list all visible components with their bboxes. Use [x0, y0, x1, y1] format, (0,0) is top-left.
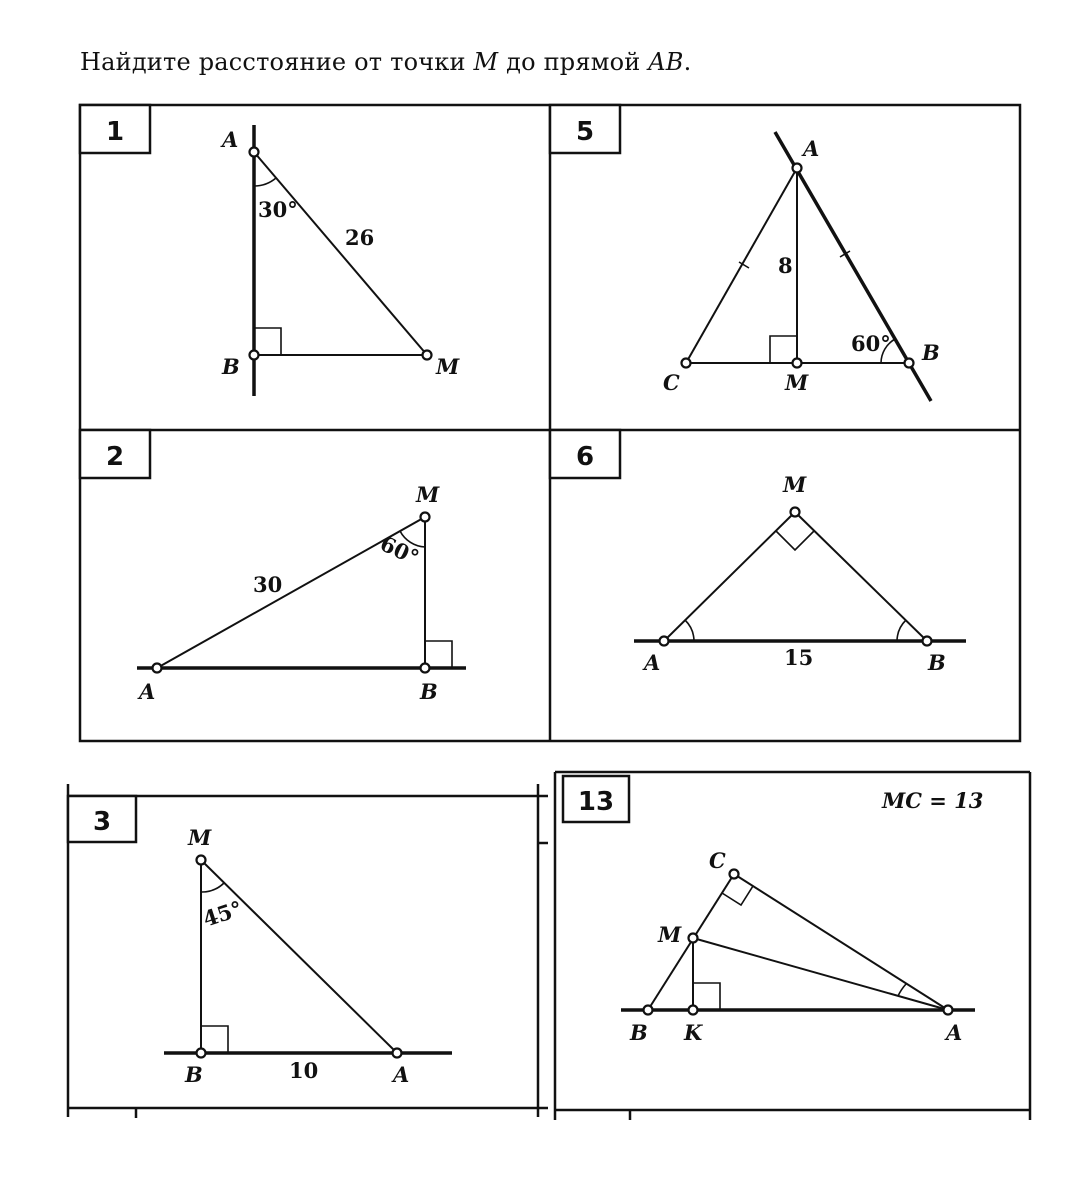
- segment-am: [254, 152, 427, 355]
- frame: [555, 772, 1030, 1120]
- segment-am: [664, 512, 795, 641]
- label-a: A: [803, 136, 820, 161]
- point-b: [421, 664, 430, 673]
- side-label: 26: [345, 225, 375, 250]
- point-m: [423, 351, 432, 360]
- angle-arc: [254, 178, 276, 186]
- label-b: B: [928, 650, 946, 675]
- point-m: [421, 513, 430, 522]
- given-condition: MC = 13: [882, 788, 984, 813]
- problem-3: [68, 784, 548, 1118]
- label-a: A: [222, 127, 239, 152]
- point-a: [393, 1049, 402, 1058]
- angle-label: 60°: [851, 331, 891, 356]
- point-c: [682, 359, 691, 368]
- label-c: C: [709, 848, 726, 873]
- angle-arc: [201, 883, 224, 892]
- problem-5: [550, 105, 940, 401]
- right-angle-mark-k: [693, 983, 720, 1010]
- height-label: 8: [778, 253, 793, 278]
- problem-1: [80, 105, 460, 396]
- segment-mb: [795, 512, 927, 641]
- label-a: A: [946, 1020, 963, 1045]
- label-b: B: [185, 1062, 203, 1087]
- point-a: [153, 664, 162, 673]
- problem-number: 6: [575, 442, 595, 472]
- problem-number: 1: [105, 117, 125, 147]
- point-m: [197, 856, 206, 865]
- label-b: B: [922, 340, 940, 365]
- right-angle-mark: [770, 336, 797, 363]
- angle-arc-a: [898, 984, 906, 996]
- segment-ma: [693, 938, 948, 1010]
- label-k: K: [684, 1020, 703, 1045]
- base-label: 15: [784, 645, 814, 670]
- angle-label: 30°: [258, 197, 298, 222]
- label-m: M: [436, 354, 460, 379]
- point-a: [660, 637, 669, 646]
- problem-number: 2: [105, 442, 125, 472]
- side-label: 10: [289, 1058, 319, 1083]
- right-angle-mark: [425, 641, 452, 668]
- point-m: [791, 508, 800, 517]
- label-a: A: [139, 679, 156, 704]
- task-title: Найдите расстояние от точки M до прямой AB.: [80, 48, 692, 76]
- angle-arc-a: [685, 620, 694, 641]
- label-c: C: [663, 370, 680, 395]
- point-b: [923, 637, 932, 646]
- point-m: [689, 934, 698, 943]
- point-a: [944, 1006, 953, 1015]
- point-k: [689, 1006, 698, 1015]
- right-angle-mark: [201, 1026, 228, 1053]
- problem-6: [550, 430, 966, 675]
- problem-number: 3: [92, 807, 112, 837]
- label-b: B: [420, 679, 438, 704]
- angle-arc-b: [897, 620, 906, 641]
- top-grid: [80, 105, 1020, 741]
- problem-2: [80, 430, 466, 704]
- point-b: [250, 351, 259, 360]
- label-b: B: [630, 1020, 648, 1045]
- segment-ca: [734, 874, 948, 1010]
- label-a: A: [393, 1062, 410, 1087]
- right-angle-mark-c: [722, 886, 753, 905]
- angle-label: 45°: [199, 895, 246, 932]
- label-m: M: [416, 482, 440, 507]
- label-m: M: [658, 922, 682, 947]
- label-m: M: [188, 825, 212, 850]
- label-m: M: [783, 472, 807, 497]
- point-b: [197, 1049, 206, 1058]
- problem-number: 5: [575, 117, 595, 147]
- point-m: [793, 359, 802, 368]
- angle-label: 60°: [376, 530, 423, 571]
- right-angle-mark: [776, 531, 814, 550]
- label-b: B: [222, 354, 240, 379]
- right-angle-mark: [254, 328, 281, 355]
- point-b: [644, 1006, 653, 1015]
- point-a: [793, 164, 802, 173]
- label-a: A: [644, 650, 661, 675]
- problem-number: 13: [577, 787, 615, 817]
- point-c: [730, 870, 739, 879]
- problem-13: [555, 772, 1030, 1120]
- point-a: [250, 148, 259, 157]
- side-label: 30: [253, 572, 283, 597]
- label-m: M: [785, 370, 809, 395]
- segment-ma: [201, 860, 397, 1053]
- point-b: [905, 359, 914, 368]
